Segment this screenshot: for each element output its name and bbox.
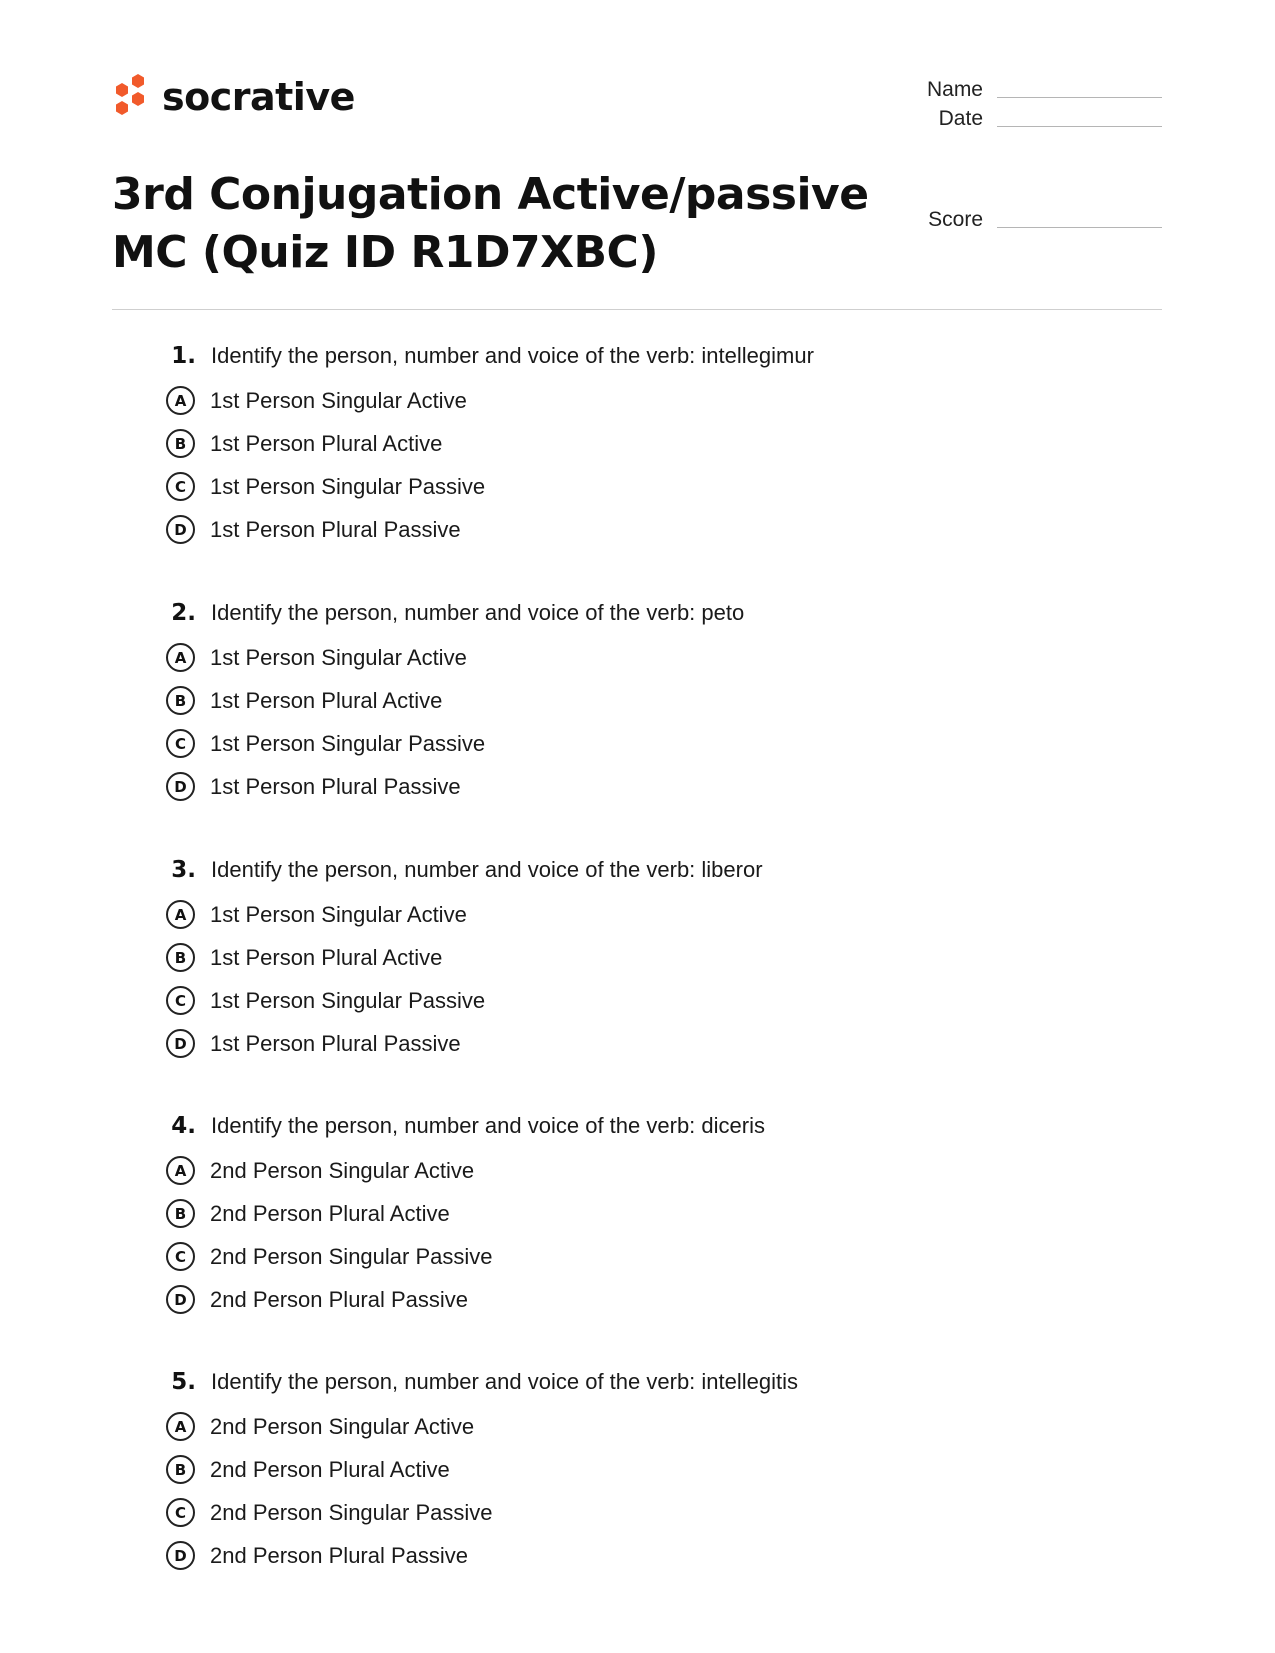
option-bubble-c[interactable]: C — [166, 1498, 195, 1527]
option-bubble-c[interactable]: C — [166, 986, 195, 1015]
answer-option-b[interactable] — [160, 1448, 1060, 1491]
question-text: Identify the person, number and voice of the verb: intellegimur — [211, 343, 814, 368]
option-bubble-d[interactable]: D — [166, 515, 195, 544]
option-text: 1st Person Singular Active — [210, 644, 467, 670]
option-text: 2nd Person Plural Passive — [210, 1542, 469, 1568]
option-bubble-a[interactable]: A — [166, 386, 195, 415]
answer-option-a[interactable] — [160, 379, 1060, 422]
option-bubble-a[interactable]: A — [166, 1156, 195, 1185]
date-label: Date — [938, 107, 983, 130]
option-text: 2nd Person Singular Active — [210, 1157, 475, 1183]
option-text: 1st Person Singular Passive — [210, 987, 486, 1013]
option-text: 1st Person Plural Active — [210, 944, 443, 970]
option-bubble-d[interactable]: D — [166, 1541, 195, 1570]
question-2 — [160, 600, 1060, 808]
question-3 — [160, 857, 1060, 1065]
answer-option-d[interactable] — [160, 1278, 1060, 1321]
option-bubble-a[interactable]: A — [166, 1412, 195, 1441]
answer-option-a[interactable] — [160, 1149, 1060, 1192]
header-divider — [112, 309, 1162, 310]
answer-option-a[interactable] — [160, 1405, 1060, 1448]
answer-option-d[interactable] — [160, 508, 1060, 551]
name-field[interactable] — [927, 78, 1162, 102]
question-number: 5. — [171, 1369, 196, 1395]
quiz-title-line-2: MC (Quiz ID R1D7XBC) — [112, 227, 658, 278]
question-text: Identify the person, number and voice of the verb: liberor — [211, 857, 763, 882]
quiz-title — [112, 166, 872, 282]
question-text: Identify the person, number and voice of the verb: intellegitis — [211, 1369, 799, 1394]
answer-option-d[interactable] — [160, 765, 1060, 808]
option-text: 1st Person Plural Active — [210, 430, 443, 456]
option-text: 2nd Person Singular Passive — [210, 1499, 493, 1525]
option-text: 1st Person Singular Active — [210, 387, 467, 413]
option-bubble-d[interactable]: D — [166, 1285, 195, 1314]
answer-option-b[interactable] — [160, 1192, 1060, 1235]
answer-option-a[interactable] — [160, 893, 1060, 936]
option-text: 1st Person Plural Passive — [210, 773, 461, 799]
score-blank-line[interactable] — [997, 213, 1162, 228]
socrative-logo — [110, 72, 355, 122]
question-text: Identify the person, number and voice of the verb: peto — [211, 600, 745, 625]
option-bubble-c[interactable]: C — [166, 1242, 195, 1271]
option-text: 1st Person Plural Passive — [210, 516, 461, 542]
answer-option-c[interactable] — [160, 1235, 1060, 1278]
answer-option-b[interactable] — [160, 936, 1060, 979]
question-number: 4. — [171, 1113, 196, 1139]
answer-option-d[interactable] — [160, 1022, 1060, 1065]
score-field[interactable] — [928, 208, 1162, 232]
answer-option-b[interactable] — [160, 679, 1060, 722]
option-text: 1st Person Plural Passive — [210, 1030, 461, 1056]
option-bubble-b[interactable]: B — [166, 1199, 195, 1228]
question-4 — [160, 1113, 1060, 1321]
option-bubble-d[interactable]: D — [166, 772, 195, 801]
answer-option-c[interactable] — [160, 1491, 1060, 1534]
option-text: 1st Person Plural Active — [210, 687, 443, 713]
date-field[interactable] — [939, 107, 1162, 131]
name-blank-line[interactable] — [997, 83, 1162, 98]
quiz-title-line-1: 3rd Conjugation Active/passive — [112, 169, 869, 220]
option-bubble-b[interactable]: B — [166, 943, 195, 972]
question-number: 1. — [171, 343, 196, 369]
option-bubble-a[interactable]: A — [166, 643, 195, 672]
question-5 — [160, 1369, 1060, 1577]
question-text: Identify the person, number and voice of the verb: diceris — [211, 1113, 765, 1138]
option-bubble-b[interactable]: B — [166, 686, 195, 715]
option-text: 1st Person Singular Active — [210, 901, 467, 927]
option-text: 2nd Person Singular Passive — [210, 1243, 493, 1269]
answer-option-d[interactable] — [160, 1534, 1060, 1577]
hexagon-cluster-icon — [110, 72, 150, 122]
option-text: 1st Person Singular Passive — [210, 730, 486, 756]
score-label: Score — [928, 208, 983, 231]
answer-option-c[interactable] — [160, 465, 1060, 508]
option-bubble-c[interactable]: C — [166, 472, 195, 501]
answer-option-c[interactable] — [160, 722, 1060, 765]
question-number: 3. — [171, 857, 196, 883]
option-text: 2nd Person Plural Passive — [210, 1286, 469, 1312]
option-bubble-b[interactable]: B — [166, 1455, 195, 1484]
date-blank-line[interactable] — [997, 112, 1162, 127]
answer-option-a[interactable] — [160, 636, 1060, 679]
question-number: 2. — [171, 600, 196, 626]
question-1 — [160, 343, 1060, 551]
option-text: 1st Person Singular Passive — [210, 473, 486, 499]
option-text: 2nd Person Plural Active — [210, 1200, 450, 1226]
brand-name: socrative — [162, 75, 355, 119]
option-bubble-a[interactable]: A — [166, 900, 195, 929]
option-text: 2nd Person Singular Active — [210, 1413, 475, 1439]
option-bubble-c[interactable]: C — [166, 729, 195, 758]
option-text: 2nd Person Plural Active — [210, 1456, 450, 1482]
option-bubble-b[interactable]: B — [166, 429, 195, 458]
option-bubble-d[interactable]: D — [166, 1029, 195, 1058]
name-label: Name — [926, 78, 983, 101]
answer-option-c[interactable] — [160, 979, 1060, 1022]
answer-option-b[interactable] — [160, 422, 1060, 465]
